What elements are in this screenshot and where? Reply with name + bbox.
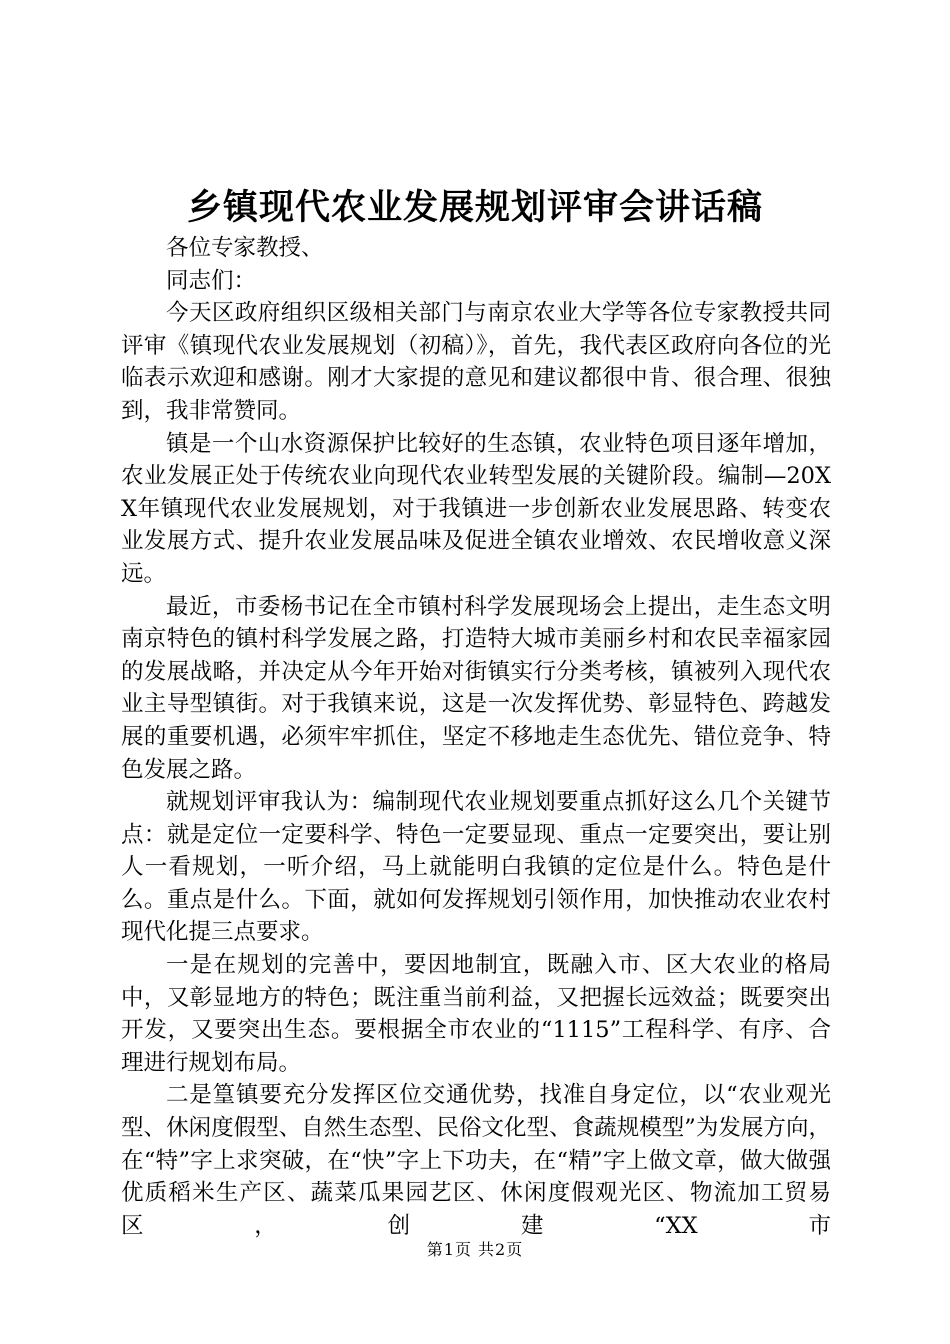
body-paragraph: 最近，市委杨书记在全市镇村科学发展现场会上提出，走生态文明南京特色的镇村科学发展之路，打造特大城市美丽乡村和农民幸福家园的发展战略，并决定从今年开始对街镇实行分类考核，镇被列入现代农业主导型镇街。对于我镇来说，这是一次发挥优势、彰显特色、跨越发展的重要机遇，必须牢牢抓住，坚定不移地走生态优先、错位竞争、特色发展之路。 bbox=[121, 593, 831, 783]
body-paragraph: 一是在规划的完善中，要因地制宜，既融入市、区大农业的格局中，又彰显地方的特色；既注重当前利益，又把握长远效益；既要突出开发，又要突出生态。要根据全市农业的“1115”工程科学、有序、合理进行规划布局。 bbox=[121, 952, 831, 1076]
salutation-line: 各位专家教授、 bbox=[166, 235, 324, 261]
body-paragraph: 今天区政府组织区级相关部门与南京农业大学等各位专家教授共同评审《镇现代农业发展规划（初稿）》，首先，我代表区政府向各位的光临表示欢迎和感谢。刚才大家提的意见和建议都很中肯、很合理、很独到，我非常赞同。 bbox=[121, 300, 831, 424]
body-paragraph: 二是篁镇要充分发挥区位交通优势，找准自身定位，以“农业观光型、休闲度假型、自然生态型、民俗文化型、食蔬规模型”为发展方向，在“特”字上求突破，在“快”字上下功夫，在“精”字上做文章，做大做强优质稻米生产区、蔬菜瓜果园艺区、休闲度假观光区、物流加工贸易区，创建“XX市 bbox=[121, 1082, 831, 1239]
document-body bbox=[121, 232, 831, 1242]
body-paragraph: 镇是一个山水资源保护比较好的生态镇，农业特色项目逐年增加，农业发展正处于传统农业向现代农业转型发展的关键阶段。编制—20XX年镇现代农业发展规划，对于我镇进一步创新农业发展思路、转变农业发展方式、提升农业发展品味及促进全镇农业增效、农民增收意义深远。 bbox=[121, 430, 831, 587]
body-paragraph: 就规划评审我认为：编制现代农业规划要重点抓好这么几个关键节点：就是定位一定要科学、特色一定要显现、重点一定要突出，要让别人一看规划，一听介绍，马上就能明白我镇的定位是什么。特色是什么。重点是什么。下面，就如何发挥规划引领作用，加快推动农业农村现代化提三点要求。 bbox=[121, 789, 831, 946]
salutation-line: 同志们： bbox=[166, 267, 257, 294]
page-number-footer: 第1页 共2页 bbox=[426, 1240, 524, 1259]
document-title: 乡镇现代农业发展规划评审会讲话稿 bbox=[186, 187, 763, 228]
